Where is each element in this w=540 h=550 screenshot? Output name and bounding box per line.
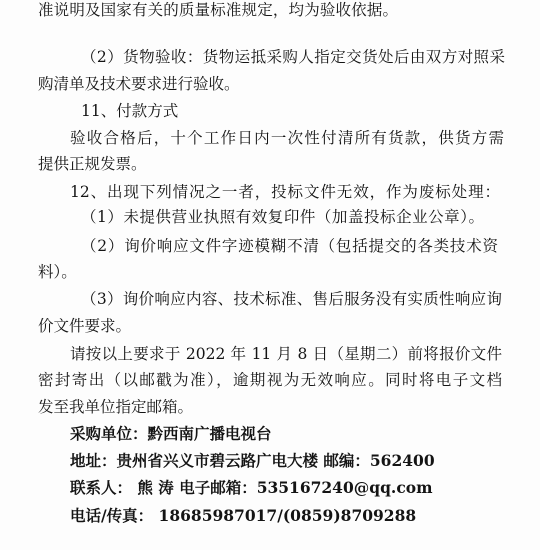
paragraph-line: 准说明及国家有关的质量标准规定，均为验收依据。 — [38, 1, 398, 19]
paragraph-line: （2）货物验收：货物运抵采购人指定交货处后由双方对照采 — [81, 48, 505, 66]
paragraph-line: 密封寄出（以邮戳为准），逾期视为无效响应。同时将电子文档 — [38, 371, 502, 389]
contact-person-line: 联系人： 熊 涛 电子邮箱：535167240@qq.com — [70, 478, 433, 497]
paragraph-line: 请按以上要求于 2022 年 11 月 8 日（星期二）前将报价文件 — [70, 345, 502, 363]
paragraph-line: 料）。 — [38, 263, 77, 281]
paragraph-line: 验收合格后，十个工作日内一次性付清所有货款，供货方需 — [70, 129, 504, 147]
address-line: 地址：贵州省兴义市碧云路广电大楼 邮编：562400 — [70, 451, 435, 470]
paragraph-line: 发至我单位指定邮箱。 — [38, 398, 194, 416]
section-heading: 11、付款方式 — [81, 102, 179, 120]
section-heading: 12、出现下列情况之一者，投标文件无效，作为废标处理： — [70, 183, 500, 201]
paragraph-line: 价文件要求。 — [38, 317, 132, 335]
paragraph-line: 购清单及技术要求进行验收。 — [38, 75, 240, 93]
phone-line: 电话/传真： 18685987017/(0859)8709288 — [70, 506, 417, 525]
paragraph-line: （2）询价响应文件字迹模糊不清（包括提交的各类技术资 — [81, 237, 498, 255]
paragraph-line: （3）询价响应内容、技术标准、售后服务没有实质性响应询 — [81, 290, 502, 308]
paragraph-line: 提供正规发票。 — [38, 155, 147, 173]
paragraph-line: （1）未提供营业执照有效复印件（加盖投标企业公章）。 — [81, 208, 484, 226]
purchaser-line: 采购单位：黔西南广播电视台 — [70, 424, 272, 443]
